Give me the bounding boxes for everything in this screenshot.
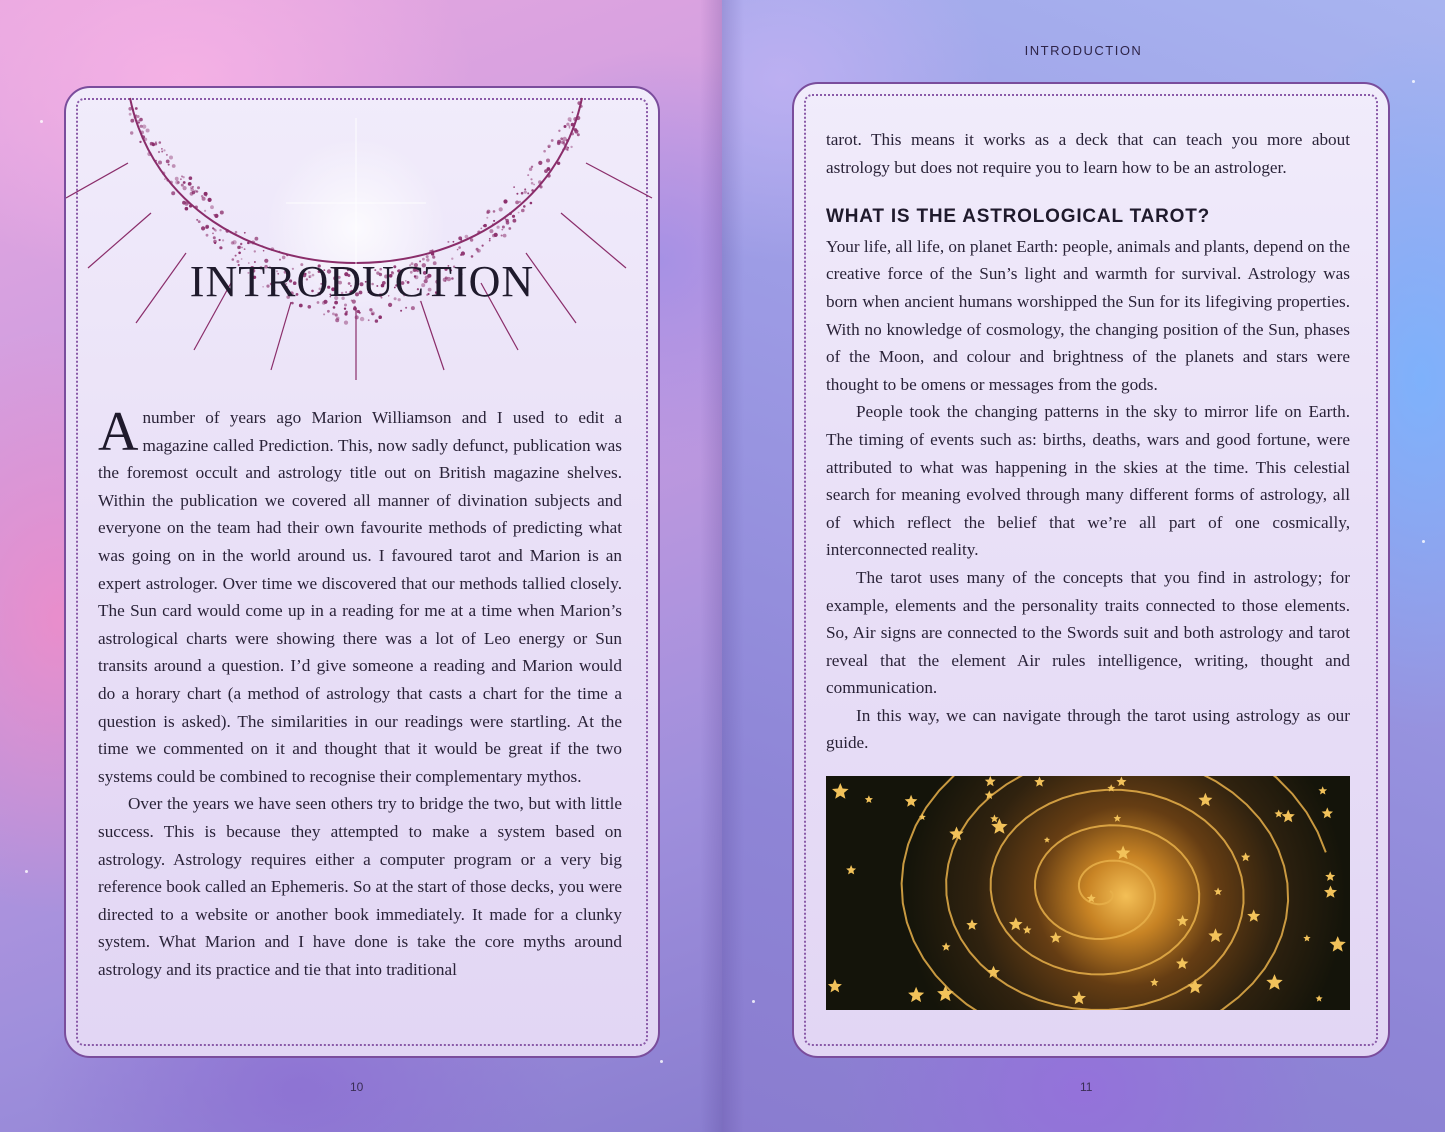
star-icon xyxy=(942,942,951,950)
star-icon xyxy=(1116,846,1131,860)
star-icon xyxy=(1266,974,1282,990)
paragraph: Your life, all life, on planet Earth: people, animals and plants, depend on the creative force of the Sun’s light and warmth for survival. Astrology was born when ancient humans worshipped the Sun for its lifegiving properties. With no knowledge of cosmology, the changing position of the Sun, phases of the Moon, and colour and brightness of the planets and stars were thought to be omens or messages from the gods. xyxy=(826,236,1350,394)
star-icon xyxy=(1330,936,1346,952)
star-icon xyxy=(1282,810,1295,823)
star-icon xyxy=(1176,957,1188,969)
star-icon xyxy=(1241,852,1250,861)
star-icon xyxy=(1247,909,1260,921)
star-icon xyxy=(1318,786,1327,794)
star-icon xyxy=(1116,777,1126,787)
paragraph xyxy=(98,401,622,790)
sparkle xyxy=(1422,540,1425,543)
sparkle xyxy=(752,1000,755,1003)
zodiac-spiral-image xyxy=(826,776,1350,1010)
chapter-title: INTRODUCTION xyxy=(189,257,535,306)
left-body-text xyxy=(98,401,622,983)
star-icon xyxy=(966,919,977,930)
sun-arc-illustration xyxy=(66,88,658,388)
page-number: 11 xyxy=(1080,1080,1093,1094)
paragraph: The tarot uses many of the concepts that you find in astrology; for example, elements and the personality traits connected to those elements. So, Air signs are connected to the Swords suit and both astrology and tarot reveal that the element Air rules intelligence, writing, thought and communication. xyxy=(826,567,1350,698)
star-icon xyxy=(1324,886,1337,898)
right-text-card xyxy=(792,82,1390,1058)
right-body-text xyxy=(826,126,1350,757)
star-icon xyxy=(1023,926,1032,934)
star-icon xyxy=(865,795,873,803)
star-icon xyxy=(1114,814,1122,821)
star-icon xyxy=(1316,995,1323,1002)
star-icon xyxy=(1322,807,1333,818)
sparkle xyxy=(25,870,28,873)
sparkle xyxy=(40,120,43,123)
star-icon xyxy=(1177,915,1189,926)
right-page xyxy=(722,0,1445,1132)
star-icon xyxy=(1198,793,1212,806)
star-icon xyxy=(905,795,918,807)
paragraph: People took the changing patterns in the sky to mirror life on Earth. The timing of events such as: births, deaths, wars and good fortune, were attributed to what was happening in the skies at the time. This celestial search for meaning evolved through many different forms of astrology, all of which reflect the belief that we’re all part of one cosmically, interconnected reality. xyxy=(826,402,1350,560)
star-icon xyxy=(985,776,996,786)
star-icon xyxy=(1325,871,1335,881)
star-icon xyxy=(832,783,849,799)
lead-paragraph: tarot. This means it works as a deck that can teach you more about astrology but does not require you to learn how to be an astrologer. xyxy=(826,130,1350,177)
star-icon xyxy=(1275,810,1283,818)
star-icon xyxy=(846,865,856,874)
star-icon xyxy=(937,985,954,1001)
star-icon xyxy=(1303,935,1310,942)
left-page xyxy=(0,0,722,1132)
star-icon xyxy=(1150,978,1158,986)
star-icon xyxy=(1044,837,1050,843)
star-icon xyxy=(990,814,999,822)
star-icon xyxy=(1188,979,1203,993)
star-icon xyxy=(1009,917,1023,930)
drop-cap: A xyxy=(98,401,139,463)
paragraph: Over the years we have seen others try to bridge the two, but with little success. This is because they attempted to make a system based on astrology. Astrology requires either a computer program or a very big reference book called an Ephemeris. So at the start of those decks, you were directed to a website or another book immediately. It made for a clunky system. What Marion and I have done is take the core myths around astrology and its practice and tie that into traditional xyxy=(98,794,622,979)
sparkle xyxy=(660,1060,663,1063)
star-icon xyxy=(908,987,924,1002)
page-number: 10 xyxy=(350,1080,364,1094)
star-icon xyxy=(1050,932,1062,943)
paragraph: In this way, we can navigate through the tarot using astrology as our guide. xyxy=(826,705,1350,753)
star-icon xyxy=(1208,928,1222,942)
star-icon xyxy=(1034,777,1045,787)
paragraph-text: number of years ago Marion Williamson and I used to edit a magazine called Prediction. This, now sadly defunct, publication was the foremost occult and astrology title out on British magazine shelves. Within the publication we covered all manner of divination subjects and everyone on the team had their own favourite methods of predicting what was going on in the world around us. I favoured tarot and Marion is an expert astrologer. Over time we discovered that our methods tallied closely. The Sun card would come up in a reading for me at a time when Marion’s astrological charts were showing there was a lot of Leo energy or Sun transits around a question. I’d give someone a reading and Marion would do a horary chart (a method of astrology that casts a chart for the time a question is asked). The similarities in our readings were startling. At the time we commented on it and thought that it would be great if the two systems could be combined to recognise their complementary mythos. xyxy=(98,408,622,786)
star-icon xyxy=(1214,887,1222,895)
section-heading: WHAT IS THE ASTROLOGICAL TAROT? xyxy=(826,206,1211,228)
sparkle xyxy=(1412,80,1415,83)
left-text-card xyxy=(64,86,660,1058)
star-icon xyxy=(1072,991,1086,1004)
running-head: INTRODUCTION xyxy=(1024,43,1143,58)
book-gutter xyxy=(700,0,744,1132)
star-icon xyxy=(828,979,842,992)
